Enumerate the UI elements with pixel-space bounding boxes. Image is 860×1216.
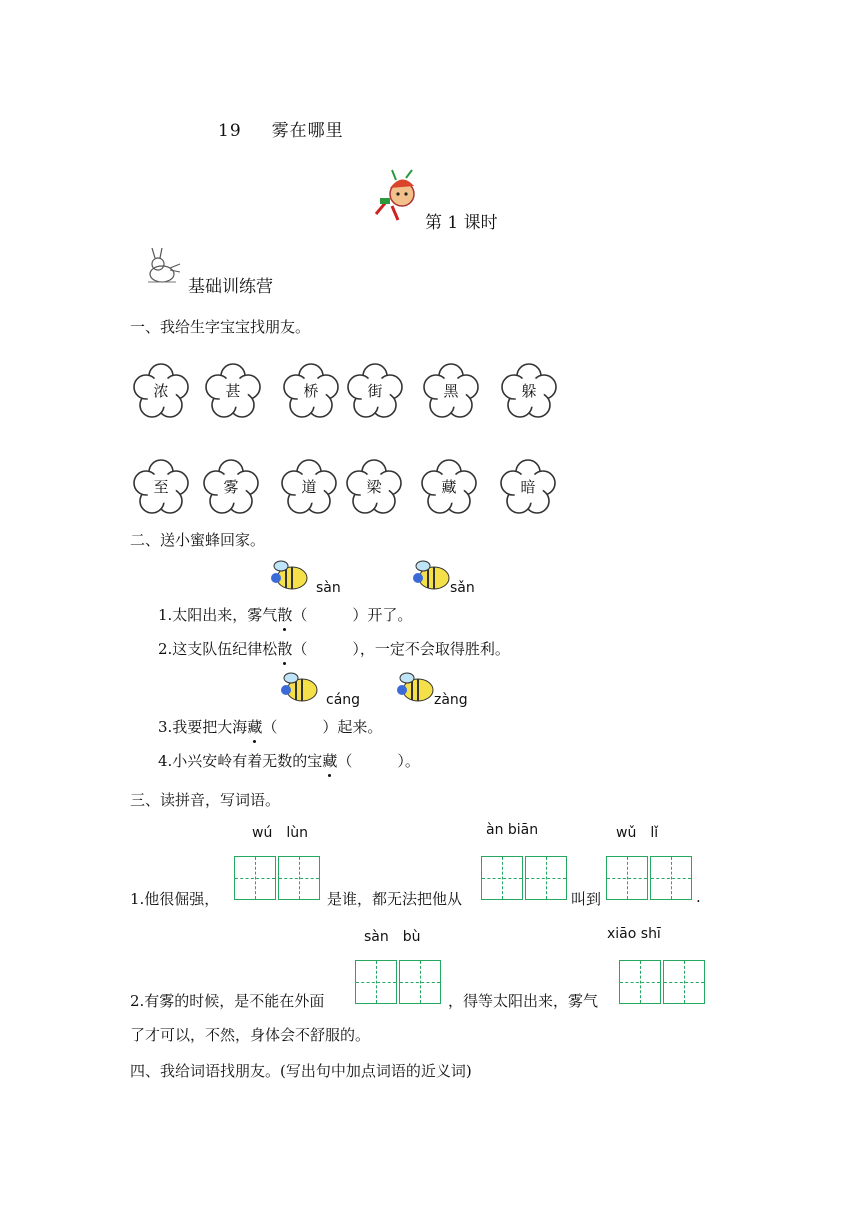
lesson-number: 19: [218, 121, 242, 141]
flower-character: 黑: [443, 382, 459, 400]
writing-cell[interactable]: [525, 856, 567, 900]
pinyin-sanbu: sàn bù: [364, 929, 421, 945]
pinyin-cang2: cáng: [326, 692, 361, 708]
flower-character: 桥: [303, 382, 319, 400]
bee-icon: [270, 558, 310, 592]
sentence-1-end: .: [696, 888, 701, 906]
flower-character: 甚: [225, 382, 241, 400]
flower-card: [202, 458, 260, 516]
q3-dotted-char: 藏: [247, 718, 263, 736]
q4-prefix: 4.小兴安岭有着无数的宝: [158, 752, 323, 770]
writing-cell[interactable]: [399, 960, 441, 1004]
writing-grid-sanbu[interactable]: [355, 960, 443, 1004]
sentence-1-part-a: 1.他很倔强，: [130, 890, 220, 908]
question-3: [158, 716, 382, 737]
flower-character: 道: [301, 478, 317, 496]
flower-character: 暗: [520, 478, 536, 496]
flower-card: [204, 362, 262, 420]
writing-grid-anbian[interactable]: [481, 856, 569, 900]
bee-icon: [396, 670, 436, 704]
q2-prefix: 2.这支队伍纪律松: [158, 640, 278, 658]
q4-answer-blank[interactable]: （ ）。: [337, 752, 420, 770]
flower-character: 街: [367, 382, 383, 400]
q4-dotted-char: 藏: [322, 752, 338, 770]
q2-answer-blank[interactable]: （ ），一定不会取得胜利。: [292, 640, 510, 658]
section-3-heading: 三、读拼音，写词语。: [130, 791, 281, 809]
writing-cell[interactable]: [663, 960, 705, 1004]
pinyin-anbian: àn biān: [486, 822, 539, 838]
flower-card: [280, 458, 338, 516]
pinyin-zang4: zàng: [434, 692, 468, 708]
writing-cell[interactable]: [278, 856, 320, 900]
section-4-heading: 四、我给词语找朋友。(写出句中加点词语的近义词): [130, 1062, 472, 1080]
section-2-heading: 二、送小蜜蜂回家。: [130, 531, 266, 549]
rabbit-icon: [140, 246, 184, 286]
q2-dotted-char: 散: [277, 640, 293, 658]
bee-icon: [412, 558, 452, 592]
writing-cell[interactable]: [234, 856, 276, 900]
question-1: [158, 604, 412, 625]
q1-prefix: 1.太阳出来，雾气: [158, 606, 278, 624]
writing-grid-wulun[interactable]: [234, 856, 322, 900]
flower-character: 躲: [521, 382, 537, 400]
lesson-period: 第 1 课时: [425, 213, 498, 233]
writing-cell[interactable]: [606, 856, 648, 900]
sentence-2-part-b: ，得等太阳出来，雾气: [448, 992, 599, 1010]
flower-character: 雾: [223, 478, 239, 496]
pinyin-wulun: wú lùn: [252, 825, 308, 841]
section-banner: 基础训练营: [188, 277, 273, 297]
sentence-2-part-a: 2.有雾的时候，是不能在外面: [130, 992, 325, 1010]
writing-cell[interactable]: [481, 856, 523, 900]
pinyin-wuli: wǔ lǐ: [616, 825, 659, 841]
flower-card: [132, 458, 190, 516]
pinyin-san4: sàn: [316, 580, 341, 596]
lesson-title: [218, 116, 344, 141]
flower-character: 梁: [366, 478, 382, 496]
cartoon-kid-icon: [372, 168, 422, 224]
writing-grid-xiaoshi[interactable]: [619, 960, 707, 1004]
sentence-2-part-c: 了才可以，不然，身体会不舒服的。: [130, 1026, 371, 1044]
flower-card: [422, 362, 480, 420]
flower-card: [282, 362, 340, 420]
flower-card: [500, 362, 558, 420]
writing-cell[interactable]: [355, 960, 397, 1004]
pinyin-san3: sǎn: [450, 580, 475, 596]
flower-card: [420, 458, 478, 516]
q1-dotted-char: 散: [277, 606, 293, 624]
flower-card: [346, 362, 404, 420]
flower-card: [132, 362, 190, 420]
question-4: [158, 750, 420, 771]
question-2: [158, 638, 510, 659]
flower-character: 至: [153, 478, 169, 496]
writing-cell[interactable]: [619, 960, 661, 1004]
q3-answer-blank[interactable]: （ ）起来。: [262, 718, 383, 736]
writing-grid-wuli[interactable]: [606, 856, 694, 900]
sentence-1-part-b: 是谁，都无法把他从: [327, 890, 463, 908]
flower-character: 浓: [153, 382, 169, 400]
writing-cell[interactable]: [650, 856, 692, 900]
q1-answer-blank[interactable]: （ ）开了。: [292, 606, 413, 624]
flower-card: [499, 458, 557, 516]
pinyin-xiaoshi: xiāo shī: [607, 926, 661, 942]
q3-prefix: 3.我要把大海: [158, 718, 248, 736]
lesson-name: 雾在哪里: [271, 121, 344, 141]
bee-icon: [280, 670, 320, 704]
section-1-heading: 一、我给生字宝宝找朋友。: [130, 318, 311, 336]
flower-card: [345, 458, 403, 516]
flower-character: 藏: [441, 478, 457, 496]
sentence-1-part-c: 叫到: [571, 890, 602, 908]
